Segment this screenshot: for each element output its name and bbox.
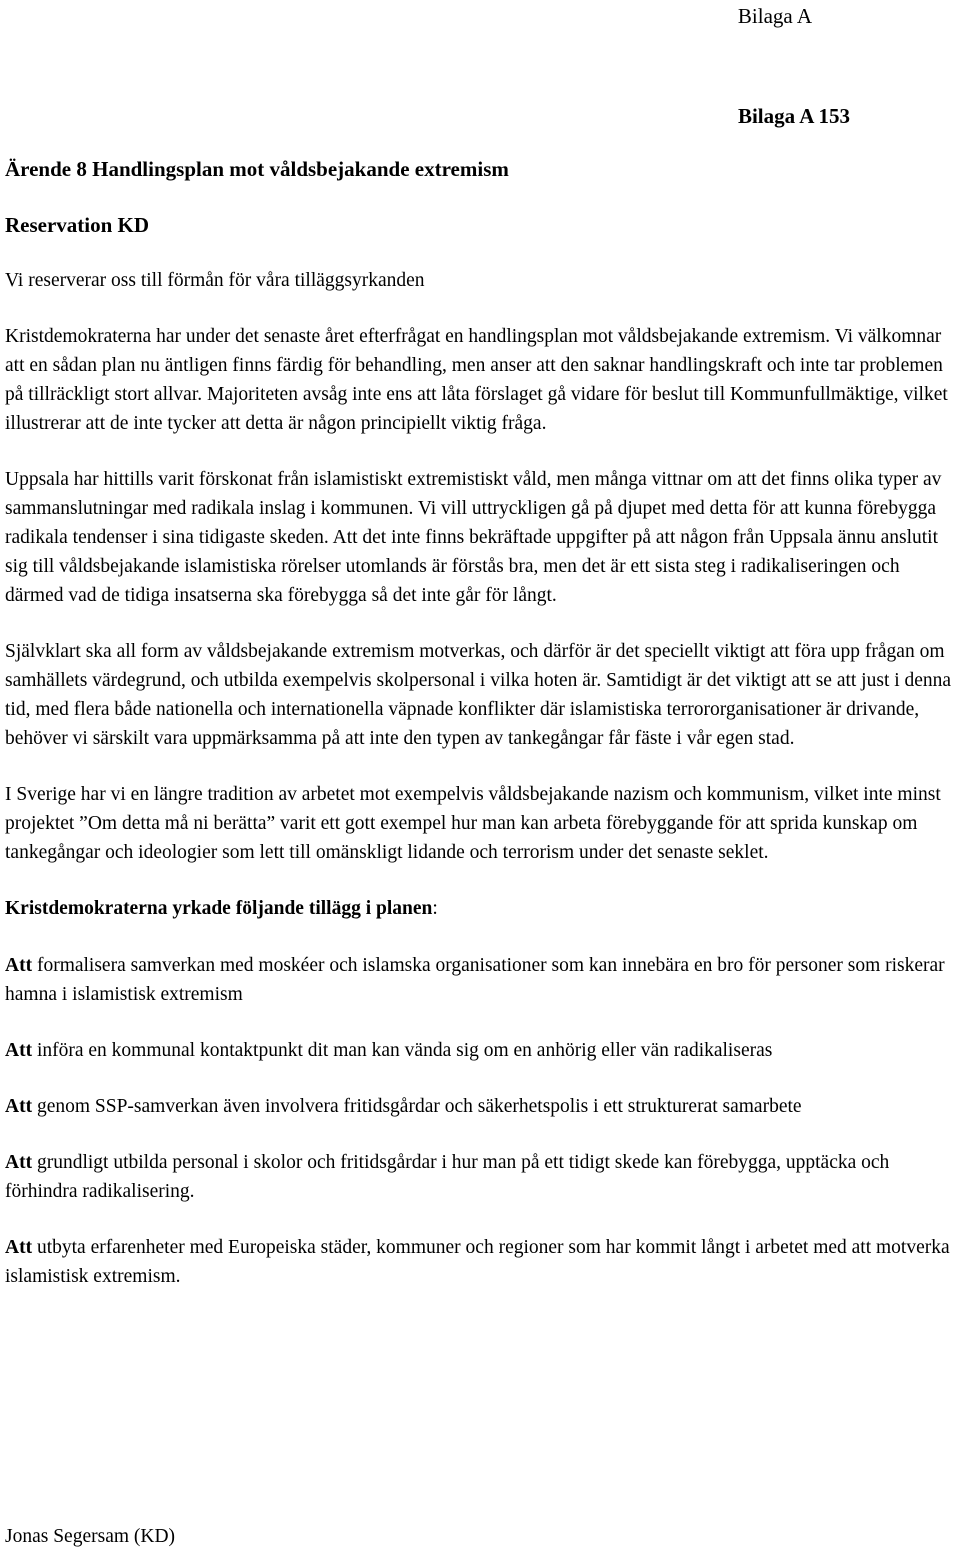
proposal-text: utbyta erfarenheter med Europeiska städer, kommuner och regioner som har kommit långt i arbetet med att motverka islamistisk extremism. — [5, 1237, 950, 1287]
document-body — [5, 266, 957, 1318]
body-paragraph: Uppsala har hittills varit förskonat från islamistiskt extremistiskt våld, men många vittnar om att det finns olika typer av sammanslutningar med radikala inslag i kommunen. Vi vill uttryckligen gå på djupet med detta för att kunna förebygga radikala tendenser i sina tidigaste skeden. Att det inte finns bekräftade uppgifter på att någon från Uppsala ännu anslutit sig till våldsbejakande islamistiska rörelser utomlands är förstås bra, men det är ett sista steg i radikaliseringen och därmed vad de tidiga insatserna ska förebygga så det inte går för långt. — [5, 469, 942, 606]
proposals-heading-text: Kristdemokraterna yrkade följande tillägg i planen — [5, 898, 433, 919]
proposal-lead: Att — [5, 1152, 33, 1173]
proposal-item — [5, 1036, 957, 1065]
proposals-heading-colon: : — [432, 898, 438, 919]
proposal-lead: Att — [5, 1096, 33, 1117]
proposal-text: grundligt utbilda personal i skolor och fritidsgårdar i hur man på ett tidigt skede kan förebygga, upptäcka och förhindra radikalisering. — [5, 1152, 890, 1202]
proposal-lead: Att — [5, 1237, 33, 1258]
proposal-lead: Att — [5, 1040, 33, 1061]
proposal-text: formalisera samverkan med moskéer och islamska organisationer som kan innebära en bro för personer som riskerar hamna i islamistisk extremism — [5, 955, 945, 1005]
proposal-item — [5, 951, 957, 1009]
proposal-item — [5, 1092, 957, 1121]
intro-paragraph: Vi reserverar oss till förmån för våra tilläggsyrkanden — [5, 270, 425, 291]
body-paragraph: Självklart ska all form av våldsbejakande extremism motverkas, och därför är det speciellt viktigt att föra upp frågan om samhällets värdegrund, och utbilda exempelvis skolpersonal i vilka hoten är. Samtidigt är det viktigt att se att just i denna tid, med flera både nationella och internationella väpnade konflikter där islamistiska terrororganisationer är drivande, behöver vi särskilt vara uppmärksamma på att inte den typen av tankegångar får fäste i vår egen stad. — [5, 641, 952, 749]
proposals-heading — [5, 894, 957, 923]
reservation-heading: Reservation KD — [5, 213, 150, 237]
header-appendix-label: Bilaga A — [737, 4, 812, 28]
proposal-item — [5, 1148, 957, 1206]
proposal-item — [5, 1233, 957, 1291]
body-paragraph: I Sverige har vi en längre tradition av arbetet mot exempelvis våldsbejakande nazism och kommunism, vilket inte minst projektet ”Om detta må ni berätta” varit ett gott exempel hur man kan arbeta förebyggande för att sprida kunskap om tankegångar och ideologier som lett till omänskligt lidande och terrorism under det senaste seklet. — [5, 784, 941, 863]
proposal-text: genom SSP-samverkan även involvera fritidsgårdar och säkerhetspolis i ett strukturerat samarbete — [32, 1096, 802, 1117]
proposal-lead: Att — [5, 955, 33, 976]
signature: Jonas Segersam (KD) — [5, 1526, 176, 1547]
document-title: Ärende 8 Handlingsplan mot våldsbejakande extremism — [5, 157, 509, 181]
appendix-page-label: Bilaga A 153 — [737, 104, 850, 128]
proposal-text: införa en kommunal kontaktpunkt dit man kan vända sig om en anhörig eller vän radikaliseras — [32, 1040, 773, 1061]
body-paragraph: Kristdemokraterna har under det senaste året efterfrågat en handlingsplan mot våldsbejakande extremism. Vi välkomnar att en sådan plan nu äntligen finns färdig för behandling, men anser att den saknar handlingskraft och inte tar problemen på tillräckligt stort allvar. Majoriteten avsåg inte ens att låta förslaget gå vidare för beslut till Kommunfullmäktige, vilket illustrerar att de inte tycker att detta är någon principiellt viktig fråga. — [5, 326, 948, 434]
